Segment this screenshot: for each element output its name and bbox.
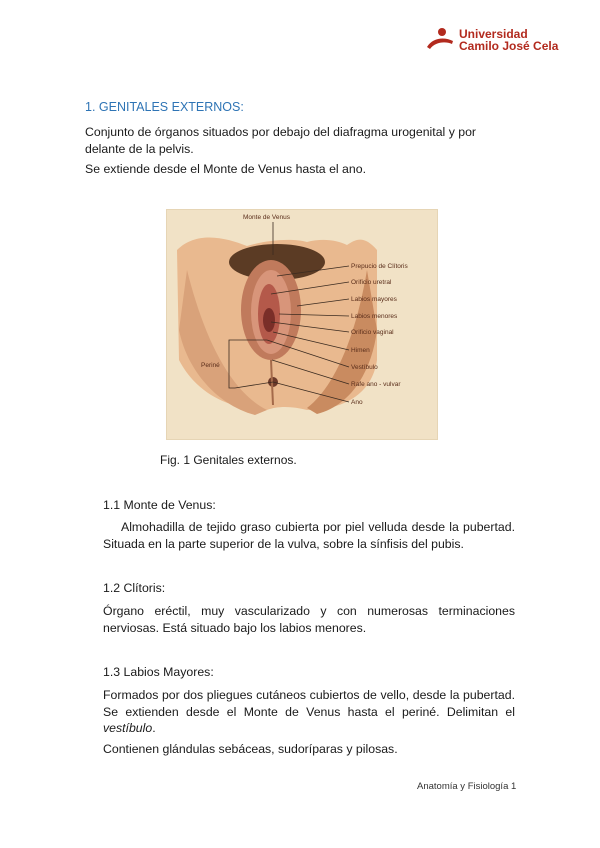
figure-label-vestibulo: Vestíbulo — [351, 364, 378, 371]
figure-label-orificio-uretral: Orificio uretral — [351, 279, 392, 286]
subsection-title-clitoris: 1.2 Clítoris: — [103, 581, 166, 595]
figure-label-ano: Ano — [351, 399, 363, 406]
anatomy-figure — [166, 209, 438, 440]
figure-label-orificio-vaginal: Orificio vaginal — [351, 329, 394, 336]
logo-line-2: Camilo José Cela — [459, 39, 559, 53]
intro-extent: Se extiende desde el Monte de Venus hasta el ano. — [85, 162, 366, 176]
figure-label-perine: Periné — [201, 362, 220, 369]
figure-label-monte-venus: Monte de Venus — [243, 214, 290, 221]
figure-label-prepucio: Prepucio de Clítoris — [351, 263, 408, 270]
figure-label-himen: Himen — [351, 347, 370, 354]
subsection-body-labios-mayores-2: Contienen glándulas sebáceas, sudoríparas y pilosas. — [103, 742, 398, 756]
figure-caption: Fig. 1 Genitales externos. — [160, 453, 297, 467]
figure-label-rafe: Rafe ano - vulvar — [351, 381, 401, 388]
section-title: 1. GENITALES EXTERNOS: — [85, 100, 244, 114]
subsection-title-labios-mayores: 1.3 Labios Mayores: — [103, 665, 214, 679]
subsection-body-clitoris: Órgano eréctil, muy vascularizado y con numerosas terminaciones nerviosas. Está situado bajo los labios menores. — [103, 604, 515, 635]
subsection-body-monte-venus: Almohadilla de tejido graso cubierta por piel velluda desde la pubertad. Situada en la parte superior de la vulva, sobre la sínfisis del pubis. — [103, 520, 515, 551]
figure-label-labios-menores: Labios menores — [351, 313, 398, 320]
page-footer: Anatomía y Fisiología 1 — [417, 781, 517, 792]
emphasis-vestibulo: vestíbulo — [103, 721, 153, 735]
subsection-body-labios-mayores: Formados por dos pliegues cutáneos cubiertos de vello, desde la pubertad. Se extienden desde el Monte de Venus hasta el periné. Delimitan el vestíbulo. — [103, 688, 515, 735]
intro-paragraph: Conjunto de órganos situados por debajo del diafragma urogenital y por delante de la pelvis. — [85, 125, 477, 156]
anatomy-illustration — [167, 210, 437, 439]
subsection-title-monte-venus: 1.1 Monte de Venus: — [103, 498, 216, 512]
figure-label-labios-mayores: Labios mayores — [351, 296, 397, 303]
logo-line-1: Universidad — [459, 27, 528, 41]
university-logo-icon — [425, 27, 455, 53]
university-logo — [425, 27, 558, 53]
